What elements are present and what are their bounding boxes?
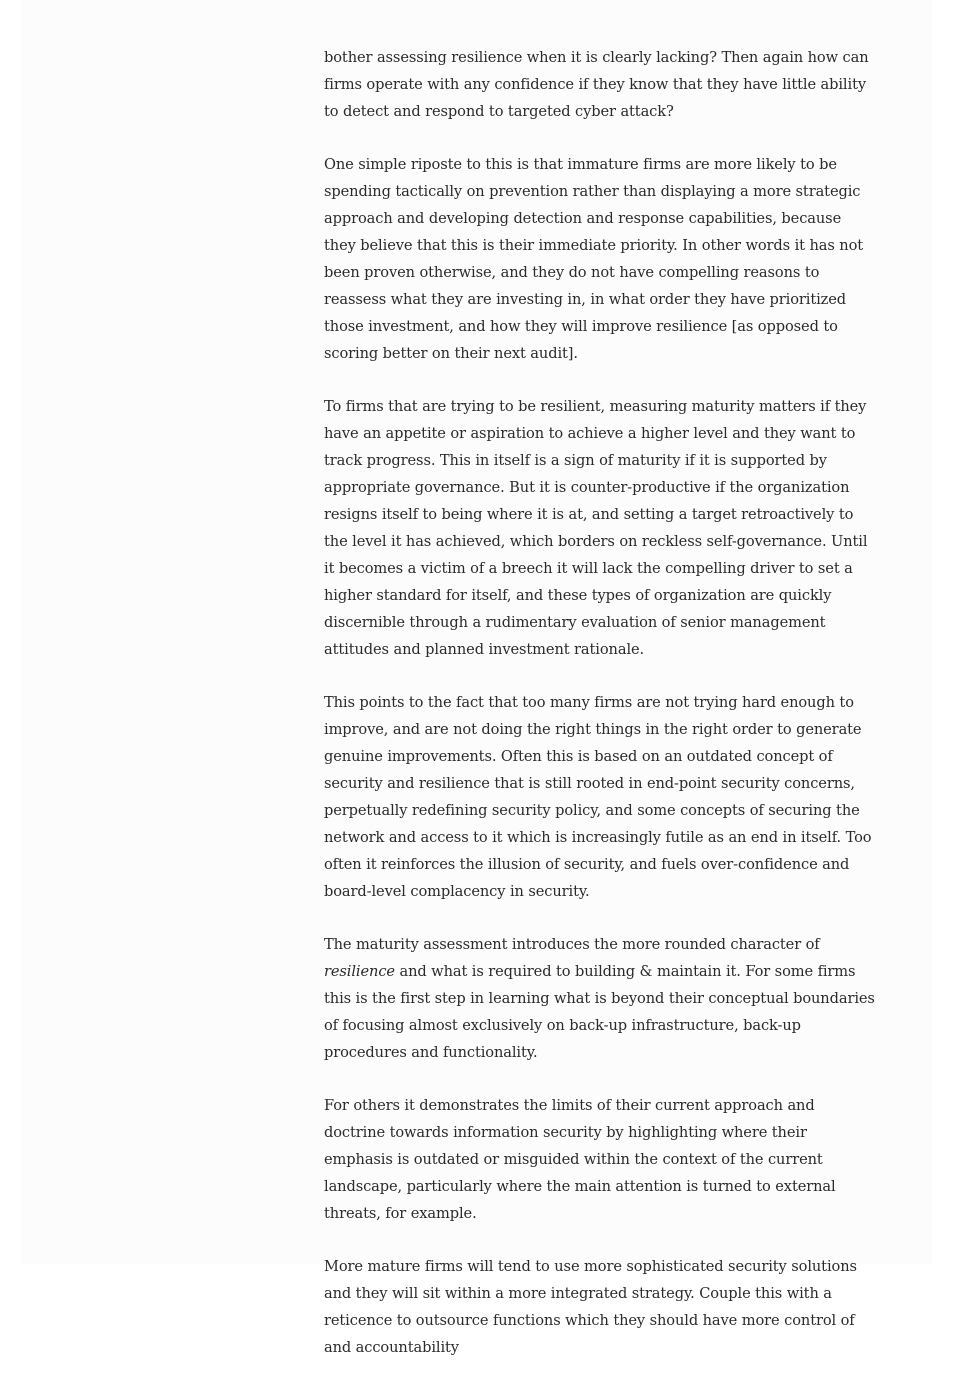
paragraph-4: This points to the fact that too many firms are not trying hard enough to improve, and are not doing the right things in the right order to generate genuine improvements. Often this is based on an outdated concept of security and resilience that is still rooted in end-point security concerns, perpetually redefining security policy, and some concepts of securing the network and access to it which is increasingly futile as an end in itself. Too often it reinforces the illusion of security, and fuels over-confidence and board-level complacency in security. bbox=[324, 694, 872, 900]
paragraph-6: For others it demonstrates the limits of their current approach and doctrine towards information security by highlighting where their emphasis is outdated or misguided within the context of the current landscape, particularly where the main attention is turned to external threats, for example. bbox=[324, 1097, 836, 1222]
paragraph-5-text-end: and what is required to building & maintain it. For some firms this is the first step in learning what is beyond their conceptual boundaries of focusing almost exclusively on back-up infrastructure, back-up procedures and functionality. bbox=[324, 963, 875, 1061]
paragraph-3: To firms that are trying to be resilient, measuring maturity matters if they have an appetite or aspiration to achieve a higher level and they want to track progress. This in itself is a sign of maturity if it is supported by appropriate governance. But it is counter-productive if the organization resigns itself to being where it is at, and setting a target retroactively to the level it has achieved, which borders on reckless self-governance. Until it becomes a victim of a breech it will lack the compelling driver to set a higher standard for itself, and these types of organization are quickly discernible through a rudimentary evaluation of senior management attitudes and planned investment rationale. bbox=[324, 398, 868, 658]
paragraph-5-text-start: The maturity assessment introduces the more rounded character of bbox=[324, 936, 820, 953]
paragraph-1: bother assessing resilience when it is clearly lacking? Then again how can firms operate with any confidence if they know that they have little ability to detect and respond to targeted cyber attack? bbox=[324, 49, 869, 120]
resilience-emphasis: resilience bbox=[324, 963, 395, 980]
article-body bbox=[324, 44, 876, 1387]
paragraph-7: More mature firms will tend to use more sophisticated security solutions and they will sit within a more integrated strategy. Couple this with a reticence to outsource functions which they should have more control of and accountability bbox=[324, 1258, 857, 1356]
paragraph-2: One simple riposte to this is that immature firms are more likely to be spending tactically on prevention rather than displaying a more strategic approach and developing detection and response capabilities, because they believe that this is their immediate priority. In other words it has not been proven otherwise, and they do not have compelling reasons to reassess what they are investing in, in what order they have prioritized those investment, and how they will improve resilience [as opposed to scoring better on their next audit]. bbox=[324, 156, 864, 362]
paragraph-5 bbox=[324, 931, 876, 1066]
